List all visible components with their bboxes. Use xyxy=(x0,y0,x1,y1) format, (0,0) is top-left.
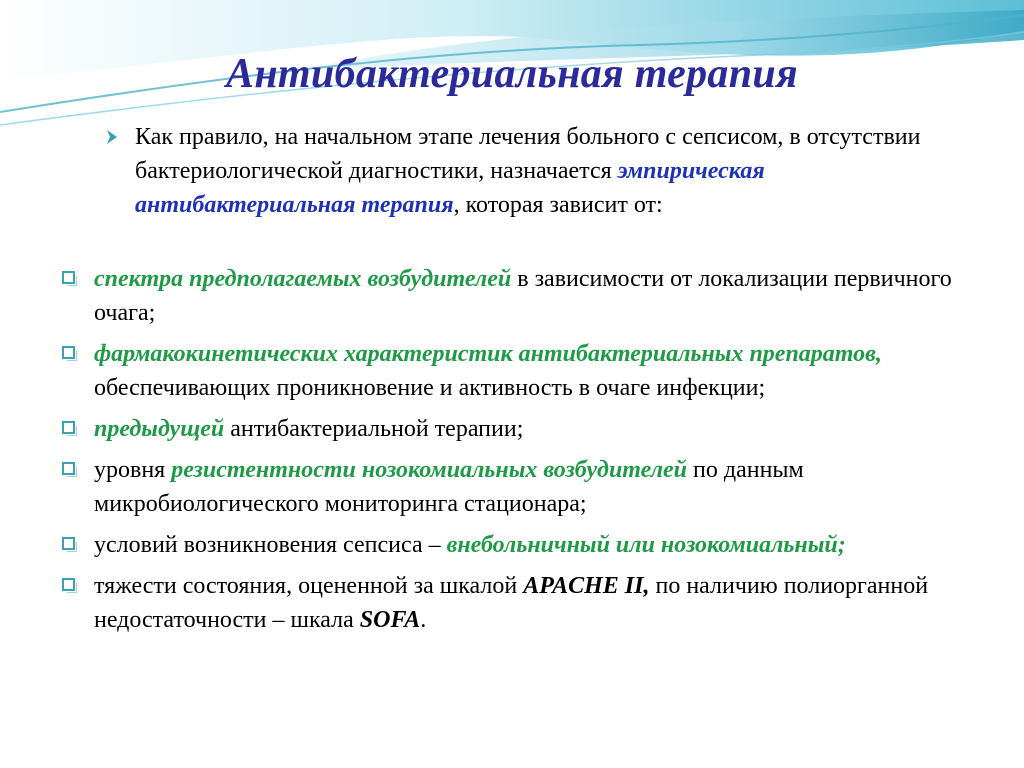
intro-highlight: эмпирическая антибактериальная терапия xyxy=(135,158,765,218)
checkbox-bullet-icon xyxy=(62,462,75,475)
intro-paragraph xyxy=(105,120,975,222)
factor-list xyxy=(60,262,960,644)
apache-score-label: APACHE II, xyxy=(523,573,650,599)
item-rest: в зависимости от локализации первичного очага; xyxy=(94,266,952,326)
item-highlight: резистентности нозокомиальных возбудителей xyxy=(171,457,688,483)
checkbox-bullet-icon xyxy=(62,578,75,591)
checkbox-bullet-icon xyxy=(62,537,75,550)
list-item xyxy=(60,453,960,521)
item-highlight: фармакокинетических характеристик антибактериальных препаратов, xyxy=(94,341,882,367)
item-highlight: предыдущей xyxy=(94,416,225,442)
sofa-score-label: SOFA xyxy=(359,607,421,633)
intro-after: , которая зависит от: xyxy=(453,192,663,218)
page-title: Антибактериальная терапия xyxy=(226,51,798,97)
item-rest: по данным микробиологического мониторинга стационара; xyxy=(94,457,804,517)
list-item xyxy=(60,528,960,562)
checkbox-bullet-icon xyxy=(62,421,75,434)
checkbox-bullet-icon xyxy=(62,271,75,284)
intro-text xyxy=(135,120,975,222)
item-lead: условий возникновения сепсиса – xyxy=(94,532,447,558)
item-rest: антибактериальной терапии; xyxy=(224,416,524,442)
item-mid: по наличию полиорганной недостаточности – шкала xyxy=(94,573,929,633)
item-highlight: внебольничный или нозокомиальный; xyxy=(446,532,846,558)
arrow-bullet-icon xyxy=(105,129,119,145)
list-item xyxy=(60,412,960,446)
item-lead: уровня xyxy=(94,457,172,483)
item-lead: тяжести состояния, оцененной за шкалой xyxy=(94,573,524,599)
list-item xyxy=(60,262,960,330)
intro-before: Как правило, на начальном этапе лечения больного с сепсисом, в отсутствии бактериологической диагностики, назначается xyxy=(135,124,921,184)
list-item xyxy=(60,569,960,637)
checkbox-bullet-icon xyxy=(62,346,75,359)
item-rest: обеспечивающих проникновение и активность в очаге инфекции; xyxy=(94,375,766,401)
item-highlight: спектра предполагаемых возбудителей xyxy=(94,266,512,292)
list-item xyxy=(60,337,960,405)
item-end: . xyxy=(420,607,427,633)
